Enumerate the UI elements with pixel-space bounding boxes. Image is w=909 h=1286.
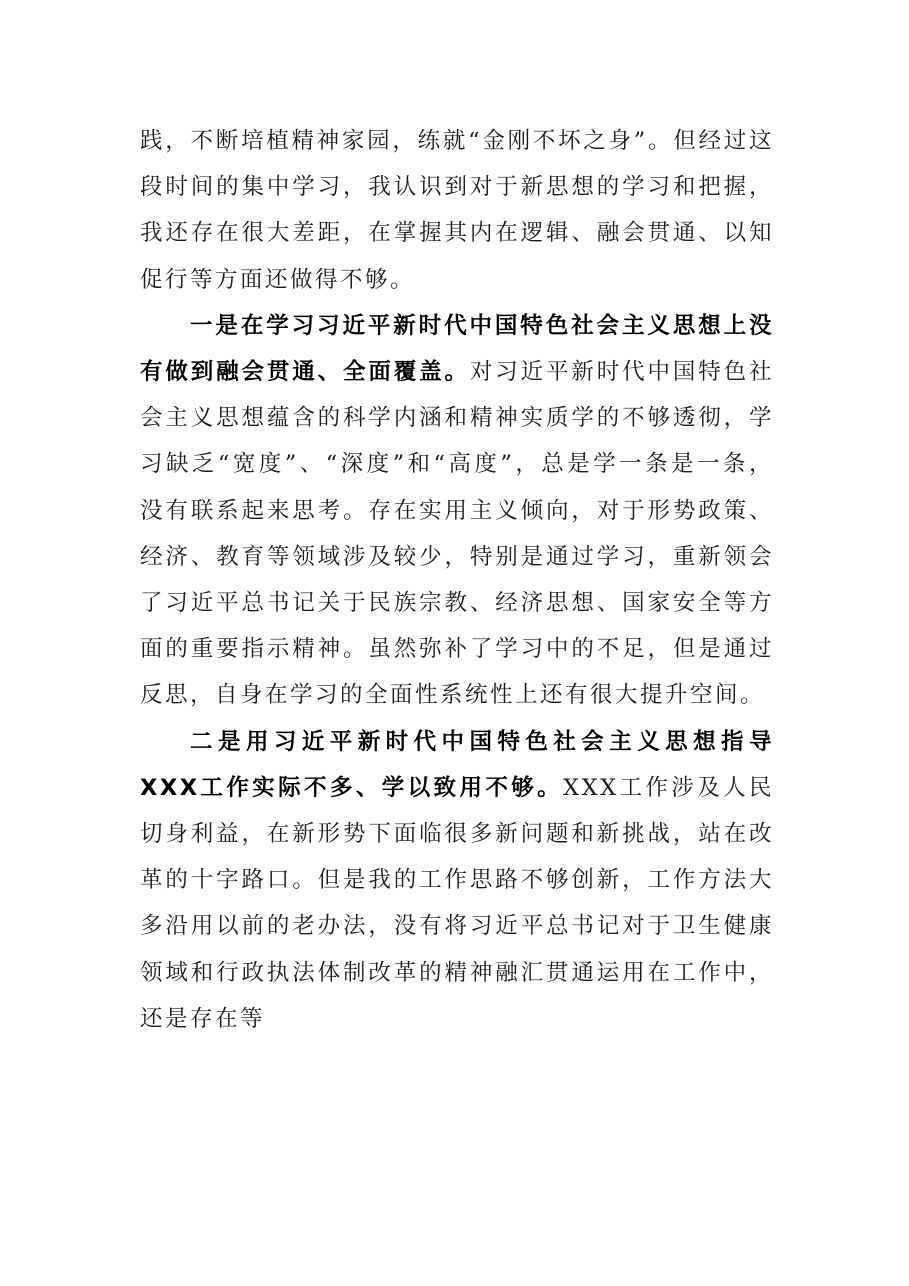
document-body bbox=[140, 118, 774, 1042]
paragraph-body: XXX工作涉及人民切身利益，在新形势下面临很多新问题和新挑战，站在改革的十字路口。但是我的工作思路不够创新，工作方法大多沿用以前的老办法，没有将习近平总书记对于卫生健康领域和行政执法体制改革的精神融汇贯通运用在工作中，还是存在等 bbox=[140, 774, 774, 1032]
paragraph-lead-heading: 一是在学习习近平新时代中国特色社会主义思想上没有做到融会贯通、全面覆盖。 bbox=[140, 312, 774, 386]
paragraph-lead-heading: 二是用习近平新时代中国特色社会主义思想指导XXX工作实际不多、学以致用不够。 bbox=[140, 728, 774, 801]
paragraph-point-one bbox=[140, 303, 774, 719]
paragraph-point-two bbox=[140, 719, 774, 1042]
paragraph-body: 对习近平新时代中国特色社会主义思想蕴含的科学内涵和精神实质学的不够透彻，学习缺乏“宽度”、“深度”和“高度”，总是学一条是一条，没有联系起来思考。存在实用主义倾向，对于形势政策、经济、教育等领域涉及较少，特别是通过学习，重新领会了习近平总书记关于民族宗教、经济思想、国家安全等方面的重要指示精神。虽然弥补了学习中的不足，但是通过反思，自身在学习的全面性系统性上还有很大提升空间。 bbox=[140, 359, 774, 709]
paragraph-continuation bbox=[140, 118, 774, 303]
paragraph-body: 践，不断培植精神家园，练就“金刚不坏之身”。但经过这段时间的集中学习，我认识到对于新思想的学习和把握，我还存在很大差距，在掌握其内在逻辑、融会贯通、以知促行等方面还做得不够。 bbox=[140, 128, 774, 293]
